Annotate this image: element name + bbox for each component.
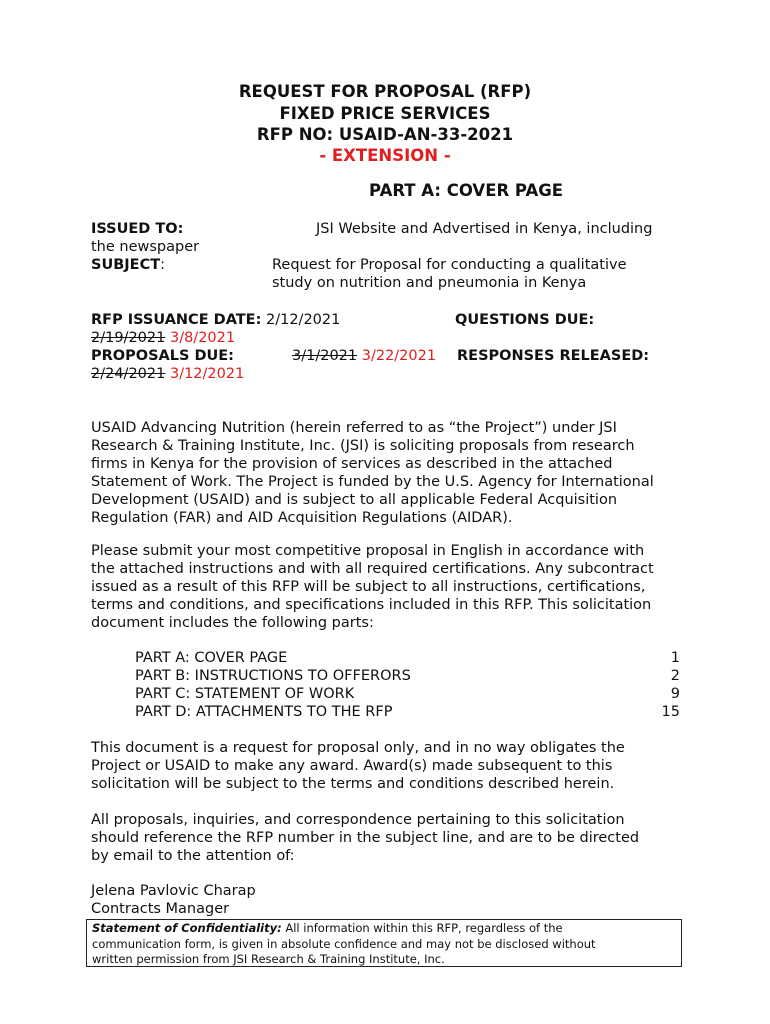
issued-to-value-cont: the newspaper	[91, 239, 200, 255]
submit-paragraph	[91, 542, 691, 632]
responses-released-label: RESPONSES RELEASED:	[457, 348, 650, 364]
obligation-line: solicitation will be subject to the terms and conditions described herein.	[91, 776, 615, 792]
toc-label: PART A: COVER PAGE	[135, 650, 288, 666]
questions-due-dates	[91, 330, 235, 346]
proposals-due-old: 3/1/2021	[292, 348, 358, 364]
contact-title: Contracts Manager	[91, 901, 230, 917]
correspondence-paragraph	[91, 811, 691, 865]
responses-released-old: 2/24/2021	[91, 366, 166, 382]
correspondence-line: should reference the RFP number in the subject line, and are to be directed	[91, 830, 640, 846]
confidentiality-line	[92, 921, 676, 937]
intro-line: Research & Training Institute, Inc. (JSI) is soliciting proposals from research	[91, 438, 635, 454]
intro-line: Statement of Work. The Project is funded by the U.S. Agency for International	[91, 474, 654, 490]
toc-row	[135, 703, 680, 721]
submit-line: Please submit your most competitive proposal in English in accordance with	[91, 543, 645, 559]
confidentiality-box	[86, 919, 682, 967]
proposals-due-dates	[292, 348, 436, 364]
subject-label-text: SUBJECT	[91, 257, 161, 273]
submit-line: the attached instructions and with all required certifications. Any subcontract	[91, 561, 654, 577]
part-a-title: PART A: COVER PAGE	[369, 181, 564, 200]
obligation-line: Project or USAID to make any award. Award(s) made subsequent to this	[91, 758, 613, 774]
questions-due-label: QUESTIONS DUE:	[455, 312, 595, 328]
toc-label: PART C: STATEMENT OF WORK	[135, 686, 355, 702]
confidentiality-text: All information within this RFP, regardless of the	[285, 921, 563, 935]
correspondence-line: by email to the attention of:	[91, 848, 295, 864]
responses-released-dates	[91, 366, 244, 382]
issuance-date	[91, 312, 340, 328]
toc-row	[135, 667, 680, 685]
toc-row	[135, 649, 680, 667]
submit-line: issued as a result of this RFP will be subject to all instructions, certifications,	[91, 579, 646, 595]
questions-due-old: 2/19/2021	[91, 330, 166, 346]
title-fixed-price: FIXED PRICE SERVICES	[279, 104, 491, 123]
submit-line: document includes the following parts:	[91, 615, 374, 631]
obligation-line: This document is a request for proposal only, and in no way obligates the	[91, 740, 625, 756]
questions-due-new: 3/8/2021	[169, 330, 236, 346]
subject-value: Request for Proposal for conducting a qualitative	[272, 257, 627, 273]
issued-to-value: JSI Website and Advertised in Kenya, including	[316, 221, 653, 237]
toc-page: 9	[670, 686, 680, 702]
issued-to-label: ISSUED TO:	[91, 221, 184, 237]
confidentiality-label: Statement of Confidentiality:	[92, 921, 282, 935]
subject-value-cont: study on nutrition and pneumonia in Kenya	[272, 275, 587, 291]
toc-label: PART D: ATTACHMENTS TO THE RFP	[135, 704, 393, 720]
confidentiality-line: communication form, is given in absolute confidence and may not be disclosed without	[92, 936, 596, 951]
intro-line: Regulation (FAR) and AID Acquisition Regulations (AIDAR).	[91, 510, 513, 526]
intro-line: USAID Advancing Nutrition (herein referred to as “the Project”) under JSI	[91, 420, 617, 436]
toc-page: 1	[670, 650, 680, 666]
correspondence-line: All proposals, inquiries, and correspondence pertaining to this solicitation	[91, 812, 625, 828]
toc-label: PART B: INSTRUCTIONS TO OFFERORS	[135, 668, 411, 684]
issuance-date-value: 2/12/2021	[266, 312, 341, 328]
parts-list	[135, 649, 680, 721]
intro-paragraph	[91, 419, 691, 527]
obligation-paragraph	[91, 739, 691, 793]
intro-line: Development (USAID) and is subject to all applicable Federal Acquisition	[91, 492, 618, 508]
proposals-due-new: 3/22/2021	[361, 348, 437, 364]
subject-label	[91, 257, 165, 273]
title-rfp-number: RFP NO: USAID-AN-33-2021	[256, 125, 514, 144]
toc-row	[135, 685, 680, 703]
title-rfp: REQUEST FOR PROPOSAL (RFP)	[238, 82, 532, 101]
responses-released-new: 3/12/2021	[169, 366, 245, 382]
intro-line: firms in Kenya for the provision of services as described in the attached	[91, 456, 613, 472]
confidentiality-line: written permission from JSI Research & Training Institute, Inc.	[92, 952, 445, 966]
proposals-due-label: PROPOSALS DUE:	[91, 348, 234, 364]
issuance-date-label: RFP ISSUANCE DATE:	[91, 312, 262, 328]
toc-page: 15	[661, 704, 680, 720]
contact-name: Jelena Pavlovic Charap	[91, 883, 256, 899]
submit-line: terms and conditions, and specifications included in this RFP. This solicitation	[91, 597, 652, 613]
extension-label: - EXTENSION -	[319, 146, 451, 165]
toc-page: 2	[670, 668, 680, 684]
subject-colon: :	[160, 257, 165, 273]
